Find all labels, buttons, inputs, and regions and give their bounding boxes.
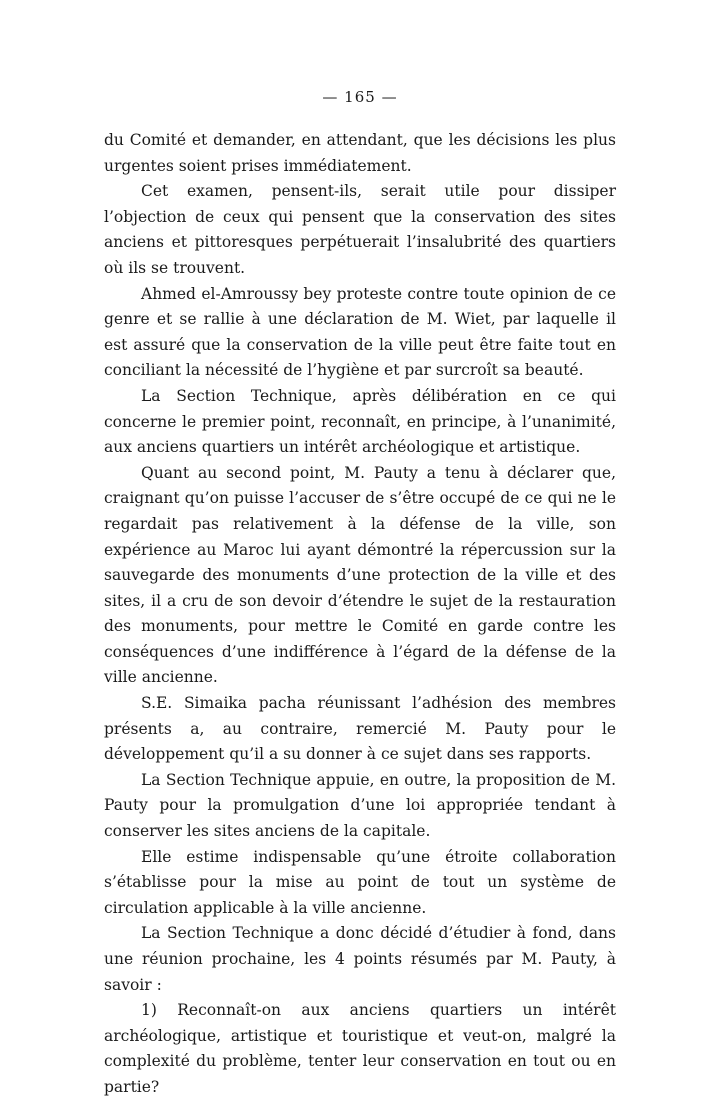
paragraph-4: La Section Technique, après délibération en ce qui concerne le premier point, reconnaît, en principe, à l’unanimité, aux anciens quartiers un intérêt archéologique et artistique.	[104, 386, 616, 457]
paragraph-8: Elle estime indispensable qu’une étroite collaboration s’établisse pour la mise au point de tout un système de circulation applicable à la ville ancienne.	[104, 847, 616, 917]
paragraph-5: Quant au second point, M. Pauty a tenu à déclarer que, craignant qu’on puisse l’accuser de s’être occupé de ce qui ne le regardait pas relativement à la défense de la ville, son expérience au Maroc lui ayant démontré la répercussion sur la sauvegarde des monuments d’une protection de la ville et des sites, il a cru de son devoir d’étendre le sujet de la restauration des monuments, pour mettre le Comité en garde contre les conséquences d’une indifférence à l’égard de la défense de la ville ancienne.	[104, 463, 616, 687]
paragraph-2: Cet examen, pensent-ils, serait utile pour dissiper l’objection de ceux qui pensent que la conservation des sites anciens et pittoresques perpétuerait l’insalubrité des quartiers où ils se trouvent.	[104, 182, 616, 277]
paragraph-9: La Section Technique a donc décidé d’étudier à fond, dans une réunion prochaine, les 4 points résumés par M. Pauty, à savoir :	[104, 924, 616, 994]
page-number: — 165 —	[322, 88, 398, 106]
body-text	[104, 128, 616, 1101]
paragraph-6: S.E. Simaika pacha réunissant l’adhésion des membres présents a, au contraire, remercié M. Pauty pour le développement qu’il a su donner à ce sujet dans ses rapports.	[104, 694, 616, 764]
list-item-1: 1) Reconnaît-on aux anciens quartiers un intérêt archéologique, artistique et touristique et veut-on, malgré la complexité du problème, tenter leur conservation en tout ou en partie?	[104, 1001, 616, 1096]
paragraph-7: La Section Technique appuie, en outre, la proposition de M. Pauty pour la promulgation d’une loi appropriée tendant à conserver les sites anciens de la capitale.	[104, 770, 616, 841]
paragraph-3: Ahmed el-Amroussy bey proteste contre toute opinion de ce genre et se rallie à une déclaration de M. Wiet, par laquelle il est assuré que la conservation de la ville peut être faite tout en conciliant la nécessité de l’hygiène et par surcroît sa beauté.	[104, 284, 616, 380]
paragraph-1: du Comité et demander, en attendant, que les décisions les plus urgentes soient prises immédiatement.	[104, 131, 616, 175]
